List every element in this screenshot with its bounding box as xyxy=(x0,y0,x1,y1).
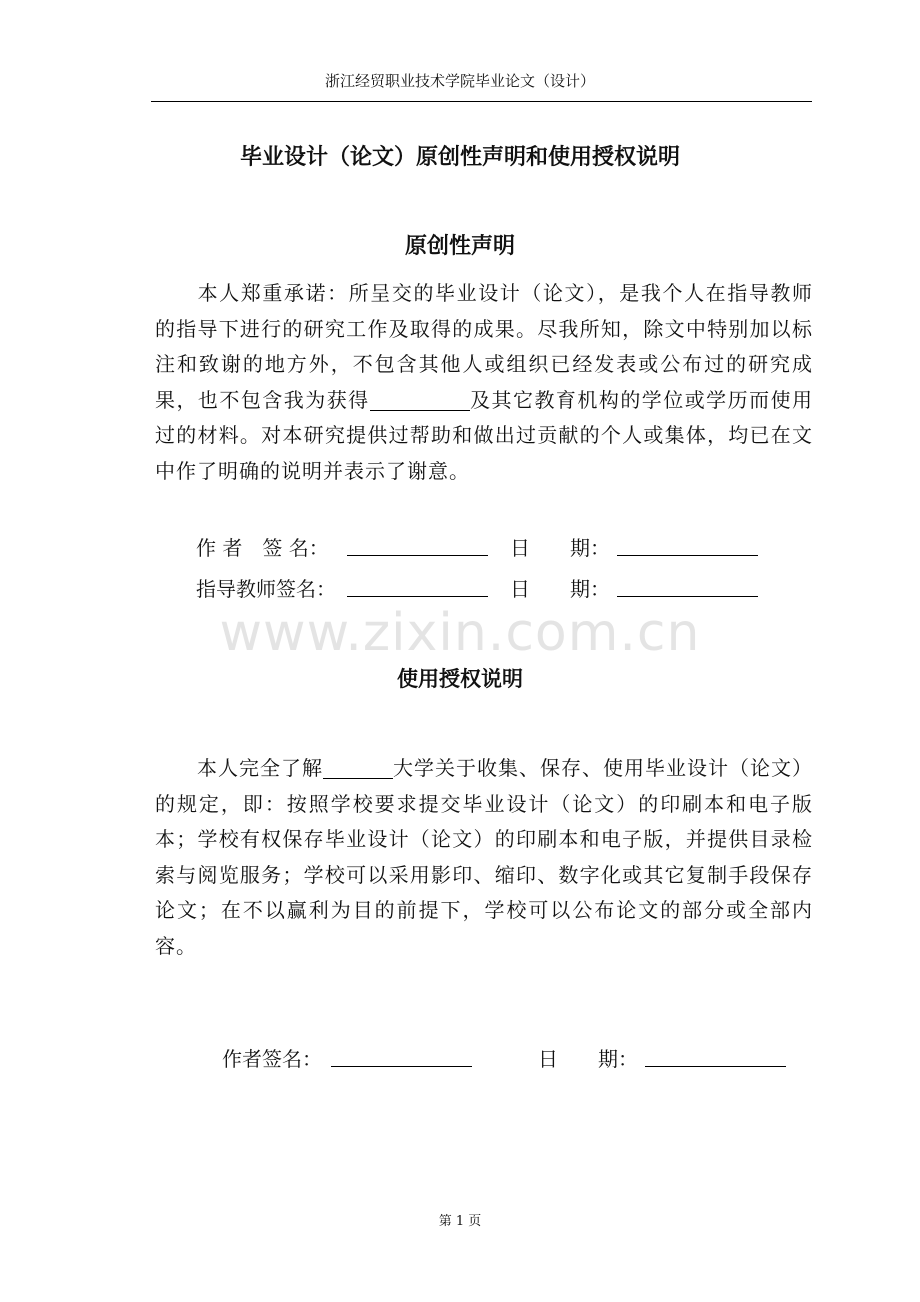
header-rule xyxy=(151,101,812,102)
advisor-date-label: 日 期： xyxy=(510,577,610,601)
originality-paragraph xyxy=(155,276,813,489)
advisor-signature-line[interactable] xyxy=(347,596,488,597)
page-number: 第 1 页 xyxy=(438,1214,482,1229)
institution-blank[interactable] xyxy=(370,388,470,411)
final-date-line[interactable] xyxy=(645,1066,786,1067)
authorization-paragraph xyxy=(155,751,813,964)
author-signature-label: 作 者 签 名： xyxy=(196,536,329,560)
originality-heading: 原创性声明 xyxy=(404,234,515,259)
advisor-date-line[interactable] xyxy=(617,596,758,597)
final-date-label: 日 期： xyxy=(538,1047,638,1071)
document-title: 毕业设计（论文）原创性声明和使用授权说明 xyxy=(239,145,680,170)
final-author-signature-label: 作者签名： xyxy=(222,1047,322,1071)
author-date-line[interactable] xyxy=(617,555,758,556)
originality-text-part2: 及其它教育机构的学位或学历而使用过的材料。对本研究提供过帮助和做出过贡献的个人或集体，均已在文中作了明确的说明并表示了谢意。 xyxy=(155,387,814,483)
running-header: 浙江经贸职业技术学院毕业论文（设计） xyxy=(324,72,595,90)
author-signature-line[interactable] xyxy=(347,555,488,556)
authorization-text-part1: 本人完全了解 xyxy=(197,756,323,780)
originality-text-part1: 本人郑重承诺：所呈交的毕业设计（论文），是我个人在指导教师的指导下进行的研究工作及取得的成果。尽我所知，除文中特别加以标注和致谢的地方外，不包含其他人或组织已经发表或公布过的研究成果，也不包含我为获得 xyxy=(155,281,813,412)
advisor-signature-label: 指导教师签名： xyxy=(196,577,336,601)
authorization-text-part2: 大学关于收集、保存、使用毕业设计（论文）的规定，即：按照学校要求提交毕业设计（论文）的印刷本和电子版本；学校有权保存毕业设计（论文）的印刷本和电子版，并提供目录检索与阅览服务；学校可以采用影印、缩印、数字化或其它复制手段保存论文；在不以赢利为目的前提下，学校可以公布论文的部分或全部内容。 xyxy=(155,756,813,958)
university-blank[interactable] xyxy=(323,756,393,779)
authorization-heading: 使用授权说明 xyxy=(397,667,523,691)
final-author-signature-line[interactable] xyxy=(331,1066,472,1067)
watermark: www.zixin.com.cn xyxy=(219,603,701,663)
author-date-label: 日 期： xyxy=(510,536,610,560)
